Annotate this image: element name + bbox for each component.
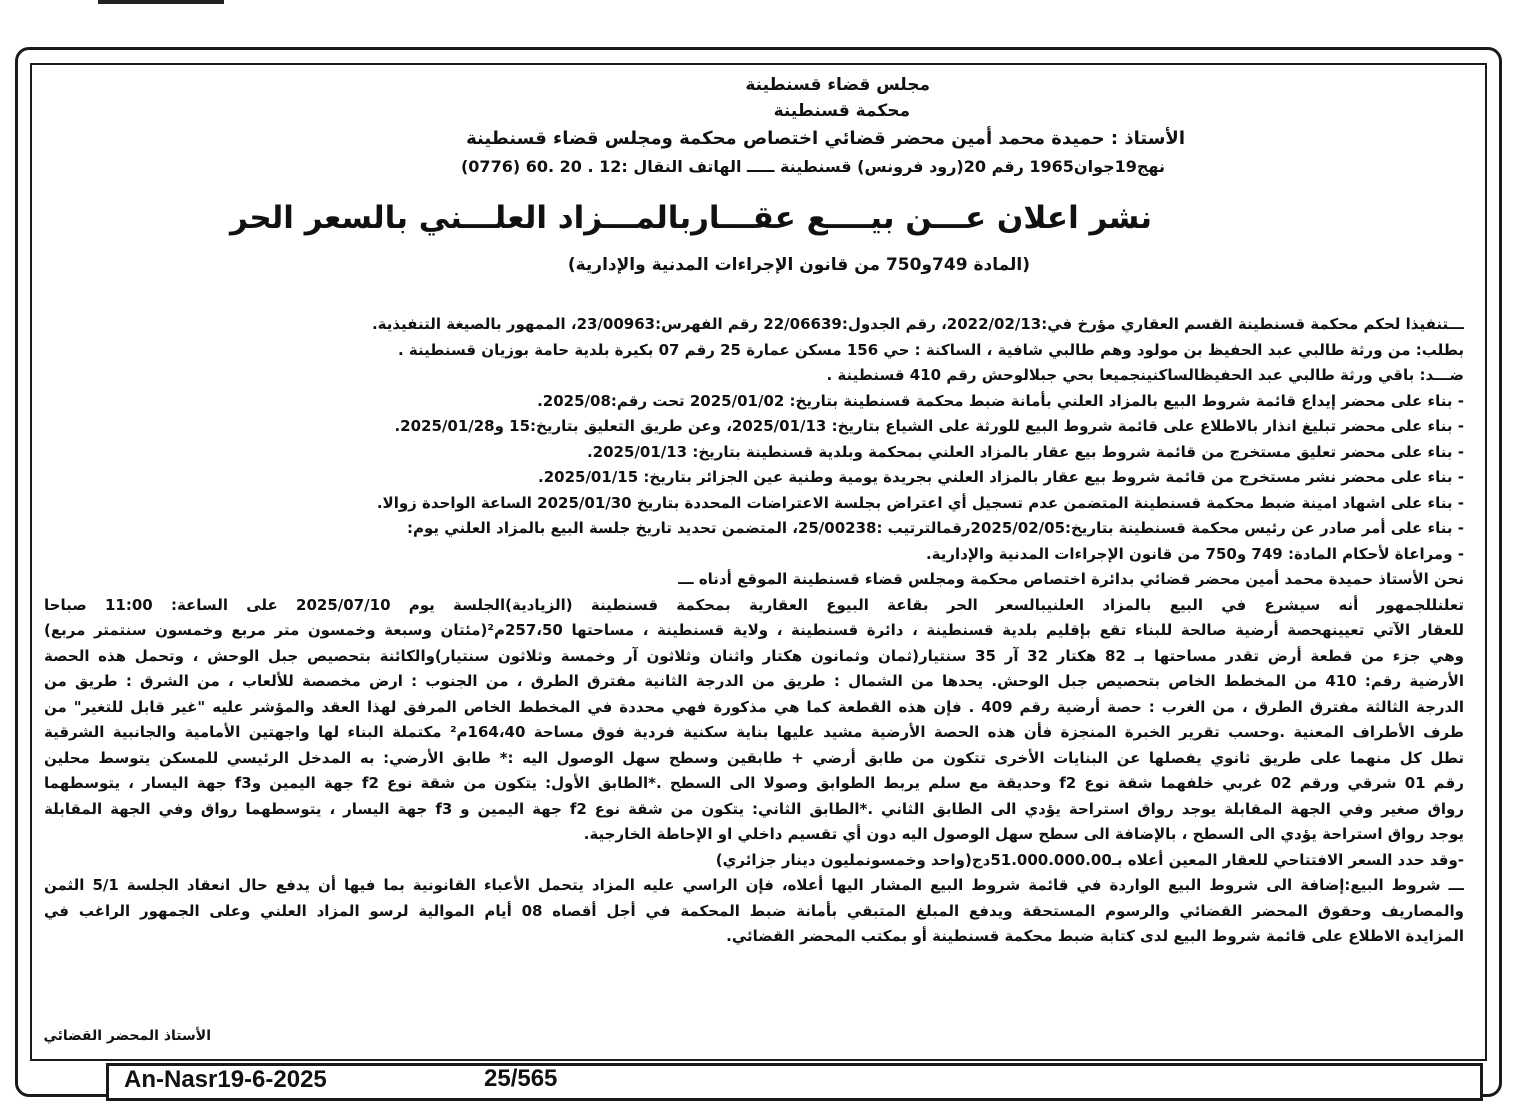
body-line: نحن الأستاذ حميدة محمد أمين محضر قضائي بدائرة اختصاص محكمة ومجلس قضاء قسنطينة الموقع أدناه ـــ <box>678 570 1464 588</box>
notice-title: نشر اعلان عـــن بيــــع عقـــاربالمـــزاد العلـــني بالسعر الحر <box>230 200 1152 236</box>
reference-number: 25/565 <box>484 1065 558 1092</box>
body-line: الأرضية رقم: 410 من المخطط الخاص بتحصيص جبل الوحش. يحدها من الشمال : طريق من الدرجة الثانية مفترق الطرق ، من الجنوب : ارض مخصصة للألعاب ، من الشرق : طريق من <box>44 672 1464 690</box>
page-edge-mark <box>98 0 224 4</box>
notice-header <box>40 70 1480 320</box>
body-line: ـــتنفيذا لحكم محكمة قسنطينة القسم العقاري مؤرخ في:2022/02/13، رقم الجدول:22/06639 رقم الفهرس:23/00963، الممهور بالصيغة التنفيذية. <box>371 315 1464 333</box>
body-line: وهي جزء من قطعة أرض تقدر مساحتها بـ 82 هكتار 32 آر 35 سنتيار(ثمان وثمانون هكتار واثنان وثلاثون آر وخمسة وثلاثون سنتيار)والكائنة بتحصيص جبل الوحش ، وتحمل هذه الحصة <box>44 646 1464 665</box>
body-line: تطل كل منهما على طريق ثانوي يفصلها عن البنايات الأخرى تتكون من طابق أرضي + طابقين وسطح سهل الوصول اليه :* طابق الأرضي: به المدخل الرئيسي للمسكن يتوسط محلين <box>44 748 1464 767</box>
council-name: مجلس قضاء قسنطينة <box>745 75 930 95</box>
body-line: رقم 01 شرقي ورقم 02 غربي خلفهما شقة نوع f2 وحديقة مع سلم يربط الطوابق وصولا الى السطح .*الطابق الأول: يتكون من شقة نوع f2 جهة اليمين وf3 جهة اليسار ، يتوسطهما <box>44 774 1464 792</box>
body-line: رواق صغير وفي الجهة المقابلة يوجد رواق استراحة يؤدي الى الطابق الثاني .*الطابق الثاني: يتكون من شقة نوع f2 جهة اليمين و f3 جهة اليسار ، يتوسطهما رواق وفي الجهة المقابلة <box>44 799 1464 818</box>
body-line: يوجد رواق استراحة يؤدي الى السطح ، بالإضافة الى سطح سهل الوصول اليه دون أي تقسيم داخلي او الإحاطة الخارجية. <box>583 825 1464 843</box>
notice-subtitle: (المادة 749و750 من قانون الإجراءات المدنية والإدارية) <box>567 255 1030 275</box>
publication-date: An-Nasr19-6-2025 <box>124 1066 327 1093</box>
court-name: محكمة قسنطينة <box>773 101 910 121</box>
notice-body <box>44 312 1464 950</box>
body-line: تعلنللجمهور أنه سيشرع في البيع بالمزاد العلنيبالسعر الحر بقاعة البيوع العقارية بمحكمة قسنطينة (الزيادية)الجلسة يوم 2025/07/10 على الساعة: 11:00 صباحا <box>44 595 1464 614</box>
body-line: - بناء على اشهاد امينة ضبط محكمة قسنطينة المتضمن عدم تسجيل أي اعتراض بجلسة الاعتراضات المحددة بتاريخ 2025/01/30 الساعة الواحدة زوالا. <box>376 493 1464 512</box>
body-line: - بناء على أمر صادر عن رئيس محكمة قسنطينة بتاريخ:2025/02/05رقمالترتيب :25/00238، المتضمن تحديد تاريخ جلسة البيع بالمزاد العلني يوم: <box>407 519 1464 537</box>
body-line: للعقار الآتي تعيينهحصة أرضية صالحة للبناء تقع بإقليم بلدية قسنطينة ، دائرة قسنطينة ، ولاية قسنطينة ، مساحتها 257،50م²(مئتان وسبعة وخمسون متر مربع وخمسون سنتمتر مربع) <box>44 621 1464 639</box>
body-line: - ومراعاة لأحكام المادة: 749 و750 من قانون الإجراءات المدنية والإدارية. <box>925 544 1464 563</box>
body-line: المزايدة الاطلاع على قائمة شروط البيع لدى كتابة ضبط محكمة قسنطينة أو بمكتب المحضر القضائي. <box>726 927 1464 945</box>
bailiff-name: الأستاذ : حميدة محمد أمين محضر قضائي اختصاص محكمة ومجلس قضاء قسنطينة <box>466 128 1185 149</box>
body-line: الدرجة الثالثة مفترق الطرق ، من الغرب : حصة أرضية رقم 409 . فإن هذه القطعة كما هي مذكورة فهي محددة في المخطط الخاص المرفق لهذا العقد والمؤشر عليه "غير قابل للتغير" من <box>44 697 1464 716</box>
signature-label: الأستاذ المحضر القضائي <box>43 1028 211 1044</box>
body-line: طرف الأطراف المعنية .وحسب تقرير الخبرة المنجزة فأن هذه الحصة الأرضية مشيد عليها بناية سكنية فردية فوق مساحة 164،40م² مكتملة البناء لها واجهتين الأمامية والجانبية الشرقية <box>44 723 1464 741</box>
body-line: ـــ شروط البيع:إضافة الى شروط البيع الواردة في قائمة شروط البيع المشار اليها أعلاه، فإن الراسي عليه المزاد يتحمل الأعباء القانونية بما فيها أن يدفع حال انعقاد الجلسة 5/1 الثمن <box>44 876 1464 894</box>
body-line: - بناء على محضر تعليق مستخرج من قائمة شروط بيع عقار بالمزاد العلني بمحكمة وبلدية قسنطينة بتاريخ: 2025/01/13. <box>586 442 1464 461</box>
bailiff-address: نهج19جوان1965 رقم 20(رود فرونس) قسنطينة ـــــ الهاتف النقال :12 . 20 .60 (0776) <box>460 157 1165 176</box>
body-line: - بناء على محضر إيداع قائمة شروط البيع بالمزاد العلني بأمانة ضبط محكمة قسنطينة بتاريخ: 2025/01/02 تحت رقم:2025/08. <box>537 391 1464 410</box>
body-line: بطلب: من ورثة طالبي عبد الحفيظ بن مولود وهم طالبي شافية ، الساكنة : حي 156 مسكن عمارة 25 رقم 07 بكيرة بلدية حامة بوزيان قسنطينة . <box>398 340 1464 359</box>
body-line: -وقد حدد السعر الافتتاحي للعقار المعين أعلاه بـ51.000.000.00دج(واحد وخمسونمليون دينار جزائري) <box>715 850 1464 869</box>
body-line: - بناء على محضر نشر مستخرج من قائمة شروط بيع عقار بالمزاد العلني بجريدة يومية وطنية عين الجزائر بتاريخ: 2025/01/15. <box>538 468 1464 486</box>
body-line: ضـــد: باقي ورثة طالبي عبد الحفيظالساكنينجميعا بحي جبلالوحش رقم 410 قسنطينة . <box>826 366 1464 384</box>
body-line: - بناء على محضر تبليغ انذار بالاطلاع على قائمة شروط البيع للورثة على الشياع بتاريخ: 2025/01/13، وعن طريق التعليق بتاريخ:15 و2025/01/28. <box>394 417 1464 435</box>
body-line: والمصاريف وحقوق المحضر القضائي والرسوم المستحقة ويدفع المبلغ المتبقي بأمانة ضبط المحكمة في أجل أقصاه 08 أيام الموالية لرسو المزاد العلني وعلى الجمهور الراغب في <box>44 901 1464 920</box>
